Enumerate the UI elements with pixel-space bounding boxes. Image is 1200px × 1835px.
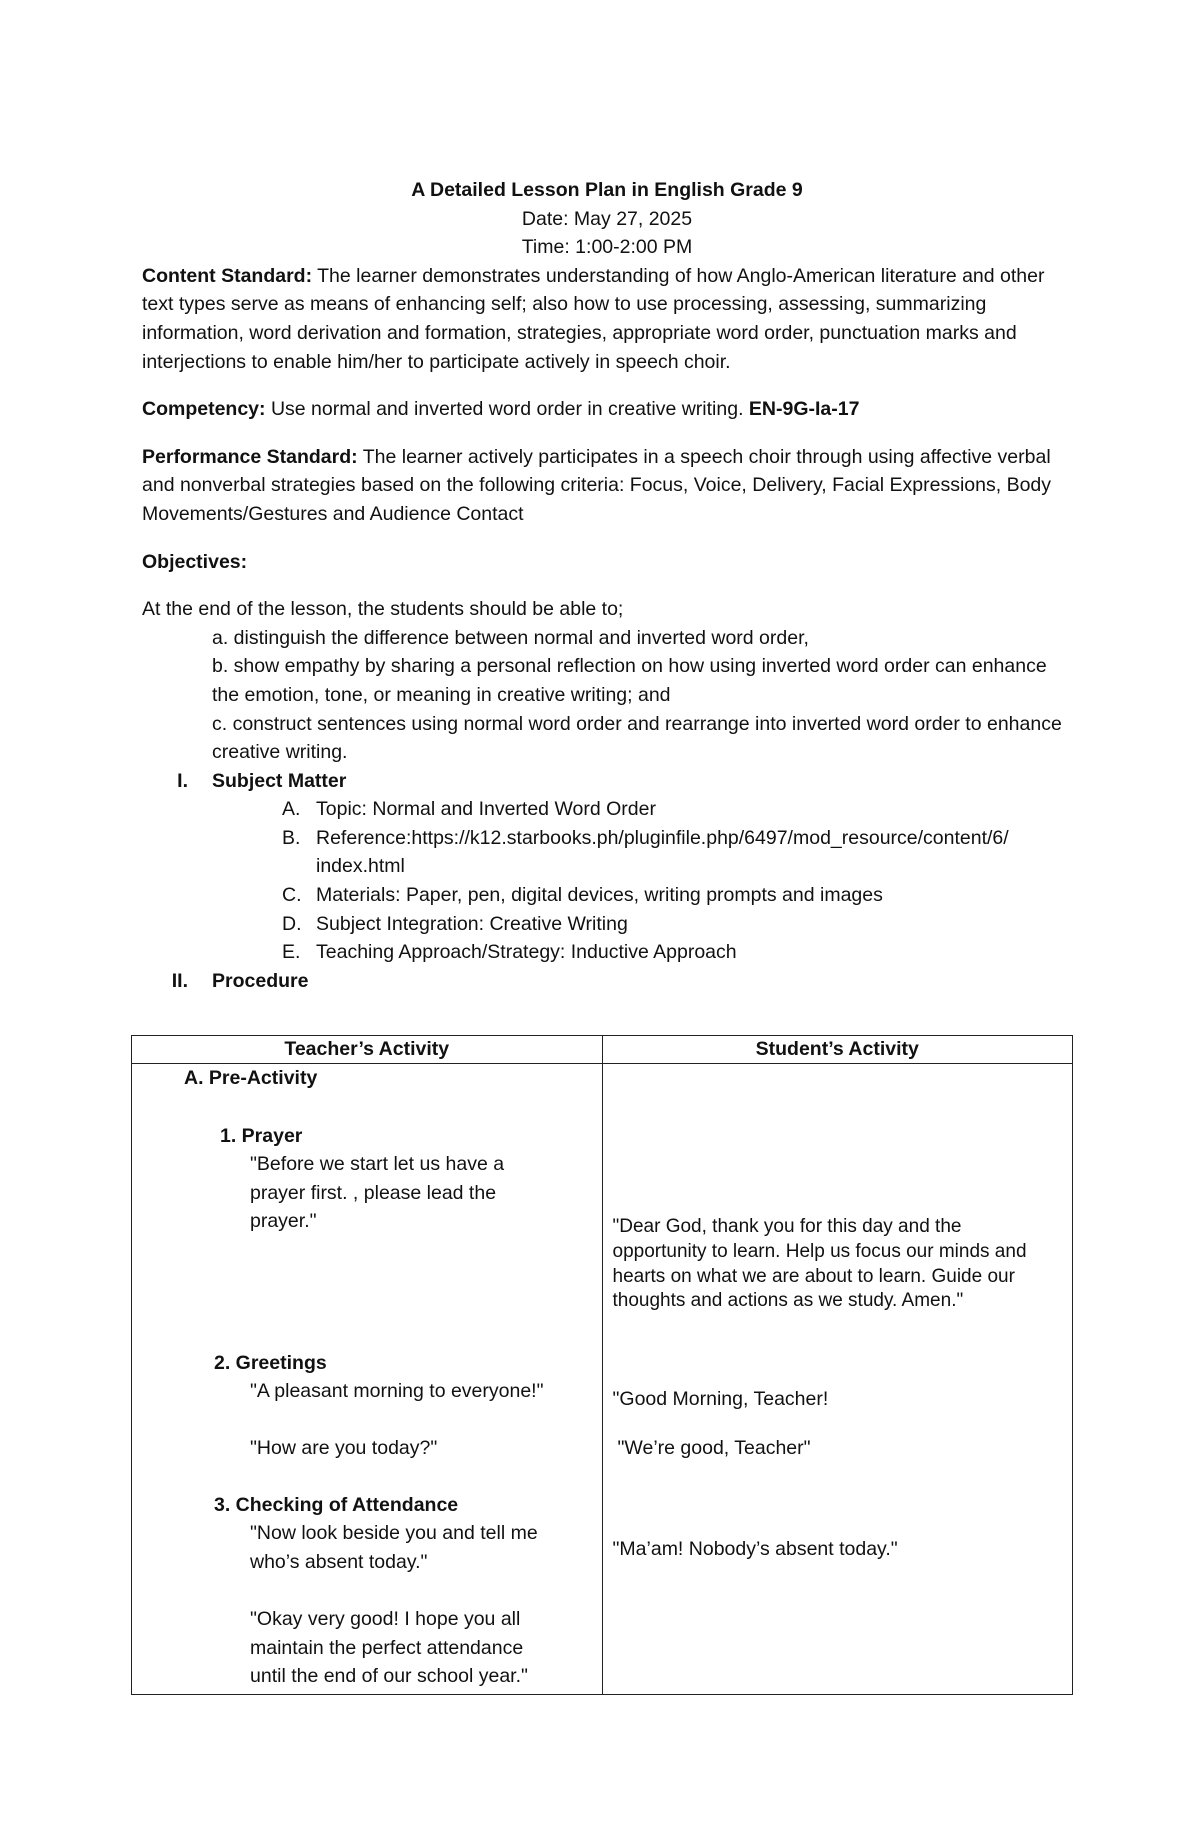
section-title: Subject Matter [212,769,347,792]
teacher-activity-cell [132,1064,603,1695]
student-activity-cell [602,1064,1073,1695]
pre-activity-heading: A. Pre-Activity [184,1067,318,1089]
objective-item: c. construct sentences using normal word order and rearrange into inverted word order to enhance creative writing. [212,712,1062,764]
greetings-text-2: "How are you today?" [250,1437,438,1459]
section-subject-matter [142,767,1072,796]
student-activity-header: Student’s Activity [602,1036,1073,1064]
item-letter: A. [282,798,301,821]
table-row [132,1064,1073,1695]
list-item [282,910,1072,939]
greetings-heading: 2. Greetings [214,1352,327,1374]
competency-label: Competency: [142,398,266,421]
student-attendance: "Ma’am! Nobody’s absent today." [612,1538,898,1560]
section-title: Procedure [212,969,309,992]
student-prayer: "Dear God, thank you for this day and the opportunity to learn. Help us focus our minds and hearts on what we are about to learn. Guide our thoughts and actions as we study. Amen." [612,1216,1027,1312]
competency-text: Use normal and inverted word order in creative writing. [265,398,749,421]
objectives-list [142,624,1072,767]
item-text: Materials: Paper, pen, digital devices, writing prompts and images [316,884,883,907]
prayer-heading: 1. Prayer [220,1125,303,1147]
student-greeting-2: "We’re good, Teacher" [617,1437,811,1459]
section-number: I. [177,769,188,792]
attendance-heading: 3. Checking of Attendance [214,1494,459,1516]
list-item [282,824,1072,881]
item-letter: B. [282,826,301,849]
attendance-text-1: "Now look beside you and tell me who’s absent today." [250,1522,538,1573]
item-text: Teaching Approach/Strategy: Inductive Approach [316,941,737,964]
objective-item: a. distinguish the difference between normal and inverted word order, [212,626,809,649]
list-item [282,881,1072,910]
objective-item: b. show empathy by sharing a personal reflection on how using inverted word order can enhance the emotion, tone, or meaning in creative writing; and [212,655,1047,706]
procedure-table [131,1035,1073,1695]
content-standard [142,262,1072,376]
competency-code: EN-9G-Ia-17 [748,398,860,421]
performance-standard-text: The learner actively participates in a speech choir through using affective verbal and nonverbal strategies based on the following criteria: Focus, Voice, Delivery, Facial Expressions, Body Movements/Gestures and Audience Contact [142,445,1052,525]
content-standard-label: Content Standard: [142,264,313,287]
list-item [282,938,1072,967]
table-header-row [132,1036,1073,1064]
student-greeting-1: "Good Morning, Teacher! [612,1388,829,1410]
item-text: Reference:https://k12.starbooks.ph/pluginfile.php/6497/mod_resource/content/6/ index.html [316,826,1009,878]
item-text: Subject Integration: Creative Writing [316,912,628,935]
competency [142,395,1072,424]
lesson-plan-body [142,176,1072,995]
performance-standard [142,443,1072,529]
document-title: A Detailed Lesson Plan in English Grade 9 [411,179,803,201]
item-text: Topic: Normal and Inverted Word Order [316,798,656,821]
item-letter: D. [282,912,302,935]
content-standard-text: The learner demonstrates understanding of how Anglo-American literature and other text types serve as means of enhancing self; also how to use processing, assessing, summarizing information, word derivation and formation, strategies, appropriate word order, punctuation marks and interjections to enable him/her to participate actively in speech choir. [142,264,1045,373]
item-letter: E. [282,941,301,964]
subject-matter-list [142,795,1072,967]
item-letter: C. [282,884,302,907]
section-procedure [142,967,1072,996]
objectives-intro: At the end of the lesson, the students should be able to; [142,598,624,621]
section-number: II. [171,969,188,992]
prayer-text: "Before we start let us have a prayer first. , please lead the prayer." [250,1153,505,1233]
greetings-text-1: "A pleasant morning to everyone!" [250,1380,544,1402]
lesson-date: Date: May 27, 2025 [521,207,693,230]
performance-standard-label: Performance Standard: [142,445,358,468]
teacher-activity-header: Teacher’s Activity [132,1036,603,1064]
list-item [282,795,1072,824]
attendance-text-2: "Okay very good! I hope you all maintain the perfect attendance until the end of our school year." [250,1608,528,1688]
objectives-heading: Objectives: [142,550,248,573]
lesson-time: Time: 1:00-2:00 PM [521,236,693,259]
